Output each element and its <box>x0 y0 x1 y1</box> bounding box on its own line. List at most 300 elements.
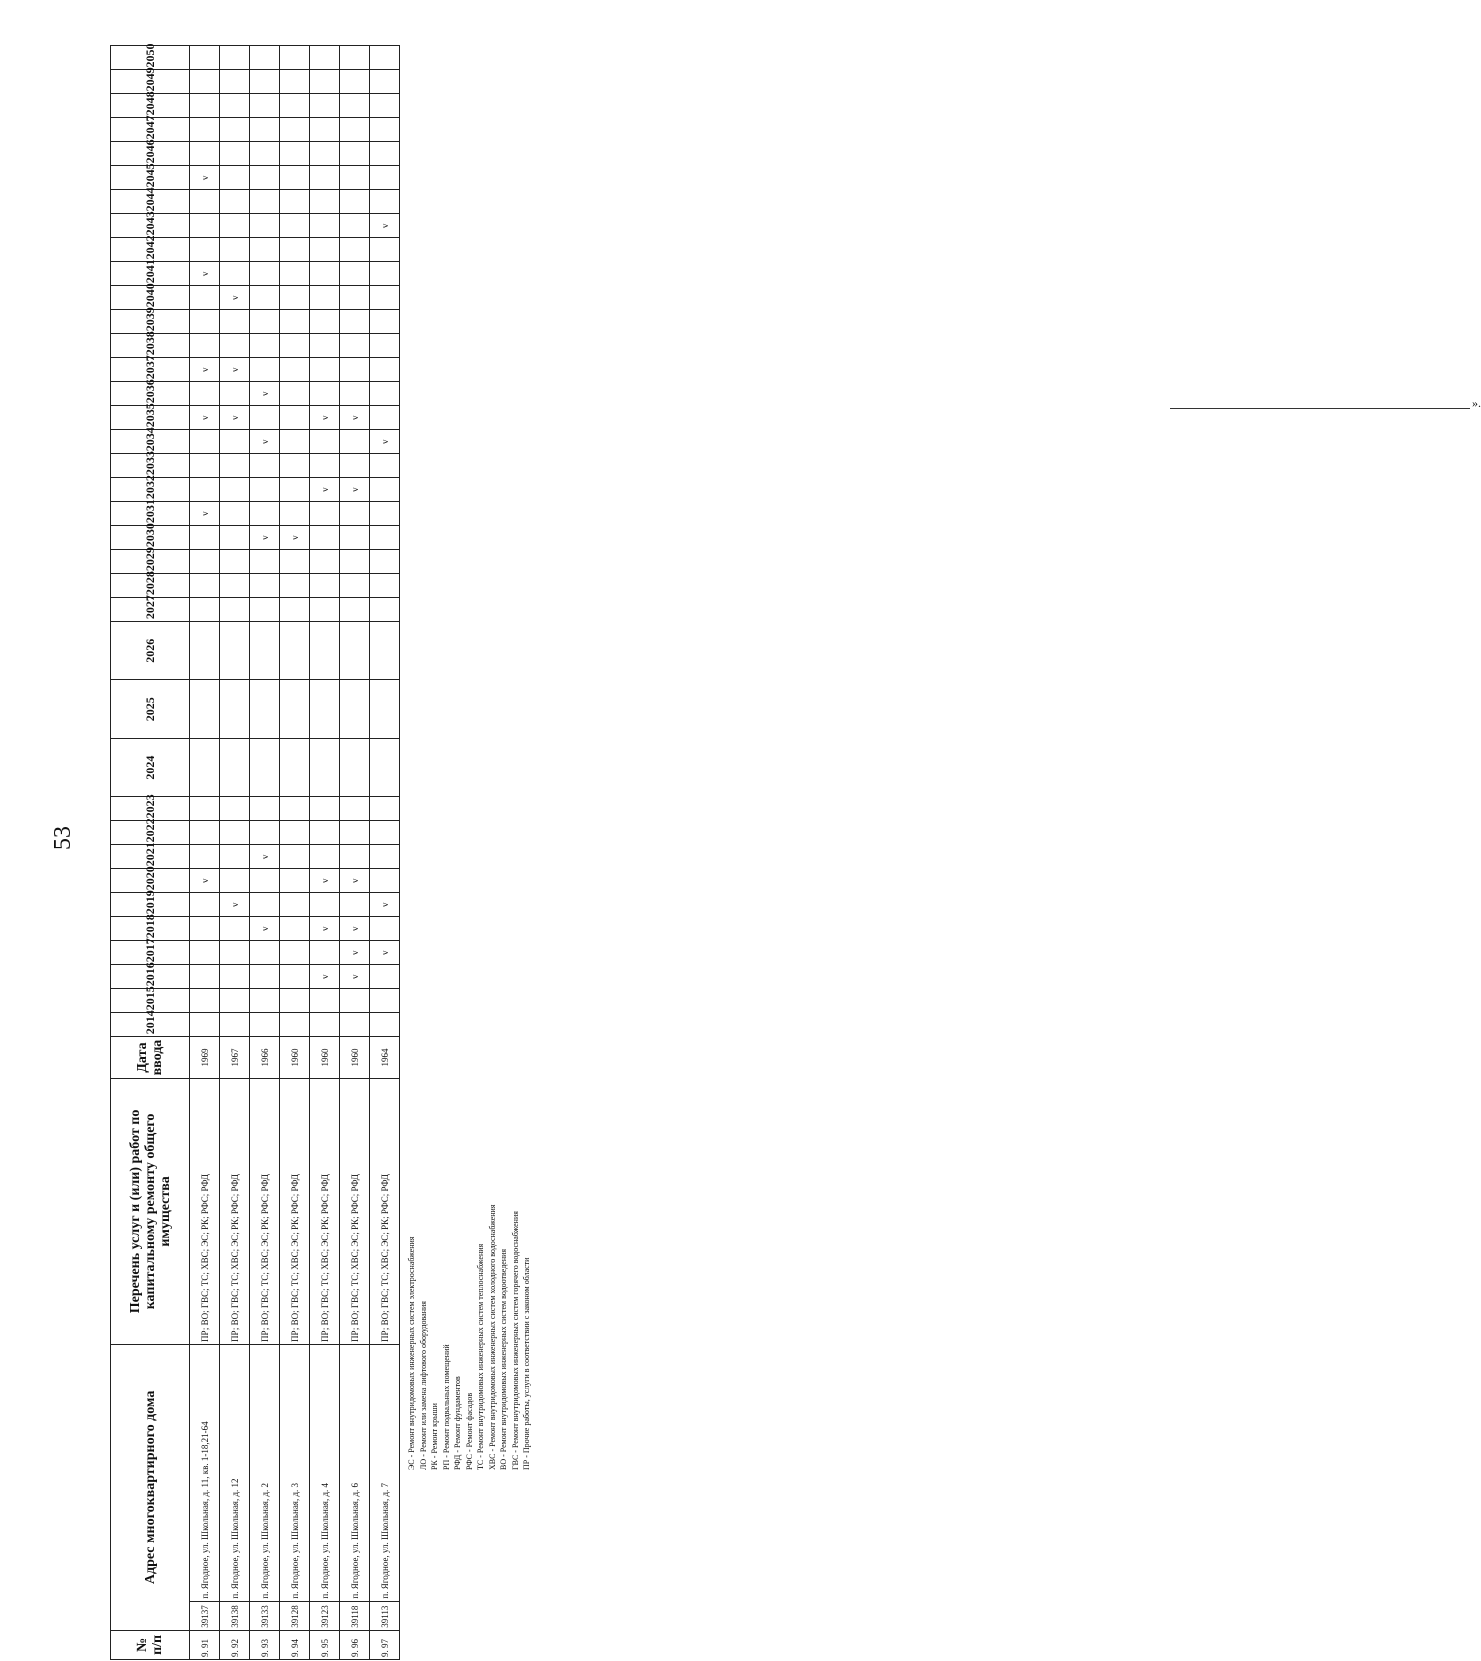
schedule-cell <box>250 46 280 70</box>
schedule-cell <box>310 989 340 1013</box>
schedule-cell <box>370 622 400 680</box>
schedule-cell <box>250 334 280 358</box>
schedule-cell <box>190 680 220 738</box>
schedule-cell <box>190 118 220 142</box>
schedule-cell <box>250 70 280 94</box>
schedule-cell <box>280 238 310 262</box>
house-address: п. Ягодное, ул. Школьная, д. 4 <box>310 1344 340 1601</box>
check-mark-icon: v <box>370 941 400 965</box>
schedule-cell <box>340 166 370 190</box>
schedule-cell <box>340 622 370 680</box>
schedule-cell <box>370 142 400 166</box>
schedule-table <box>110 45 400 1660</box>
schedule-cell <box>310 454 340 478</box>
check-mark-icon: v <box>250 917 280 941</box>
schedule-cell <box>220 502 250 526</box>
schedule-cell <box>220 821 250 845</box>
schedule-cell <box>220 989 250 1013</box>
schedule-cell <box>190 190 220 214</box>
check-mark-icon: v <box>190 502 220 526</box>
schedule-cell <box>190 478 220 502</box>
schedule-cell <box>280 989 310 1013</box>
schedule-cell <box>190 70 220 94</box>
schedule-cell <box>280 190 310 214</box>
schedule-cell <box>280 358 310 382</box>
works-list: ПР; ВО; ГВС; ТС; ХВС; ЭС; РК; РФС; РФД <box>310 1078 340 1344</box>
year-header: 2039 <box>111 310 190 334</box>
schedule-cell <box>340 310 370 334</box>
year-header: 2022 <box>111 821 190 845</box>
commission-year: 1960 <box>340 1037 370 1079</box>
check-mark-icon: v <box>250 845 280 869</box>
schedule-cell <box>220 797 250 821</box>
schedule-cell <box>370 406 400 430</box>
schedule-cell <box>220 166 250 190</box>
year-header: 2040 <box>111 286 190 310</box>
schedule-cell <box>280 1013 310 1037</box>
schedule-cell <box>340 238 370 262</box>
schedule-cell <box>220 70 250 94</box>
year-header: 2024 <box>111 738 190 796</box>
year-header: 2016 <box>111 965 190 989</box>
schedule-cell <box>340 70 370 94</box>
check-mark-icon: v <box>310 478 340 502</box>
schedule-cell <box>310 574 340 598</box>
schedule-cell <box>220 334 250 358</box>
schedule-cell <box>340 358 370 382</box>
schedule-cell <box>250 1013 280 1037</box>
header-num: № п/п <box>111 1630 190 1659</box>
schedule-cell <box>310 142 340 166</box>
schedule-cell <box>190 989 220 1013</box>
house-address: п. Ягодное, ул. Школьная, д. 12 <box>220 1344 250 1601</box>
table-row <box>250 46 280 1660</box>
schedule-cell <box>280 286 310 310</box>
schedule-cell <box>340 526 370 550</box>
schedule-cell <box>220 46 250 70</box>
legend-item: ХВС - Ремонт внутридомовых инженерных систем холодного водоснабжения <box>487 1204 497 1470</box>
schedule-cell <box>250 118 280 142</box>
schedule-cell <box>220 454 250 478</box>
row-number: 9. 91 <box>190 1630 220 1659</box>
schedule-cell <box>370 821 400 845</box>
schedule-cell <box>370 94 400 118</box>
schedule-cell <box>250 598 280 622</box>
schedule-cell <box>250 797 280 821</box>
house-address: п. Ягодное, ул. Школьная, д. 6 <box>340 1344 370 1601</box>
schedule-cell <box>370 526 400 550</box>
schedule-cell <box>220 917 250 941</box>
schedule-cell <box>280 94 310 118</box>
schedule-cell <box>340 893 370 917</box>
schedule-cell <box>310 622 340 680</box>
schedule-cell <box>370 797 400 821</box>
table-row <box>190 46 220 1660</box>
schedule-cell <box>310 502 340 526</box>
legend-item: ТС - Ремонт внутридомовых инженерных систем теплоснабжения <box>476 1243 485 1470</box>
schedule-cell <box>220 430 250 454</box>
schedule-cell <box>250 550 280 574</box>
schedule-cell <box>370 262 400 286</box>
row-number: 9. 93 <box>250 1630 280 1659</box>
schedule-cell <box>190 550 220 574</box>
schedule-cell <box>370 965 400 989</box>
schedule-cell <box>190 893 220 917</box>
year-header: 2030 <box>111 526 190 550</box>
schedule-cell <box>280 118 310 142</box>
schedule-cell <box>220 310 250 334</box>
schedule-cell <box>220 550 250 574</box>
year-header: 2032 <box>111 478 190 502</box>
schedule-cell <box>340 574 370 598</box>
schedule-cell <box>250 358 280 382</box>
schedule-cell <box>340 214 370 238</box>
schedule-cell <box>280 406 310 430</box>
schedule-cell <box>310 70 340 94</box>
schedule-cell <box>250 214 280 238</box>
schedule-cell <box>220 738 250 796</box>
year-header: 2021 <box>111 845 190 869</box>
schedule-cell <box>190 142 220 166</box>
schedule-cell <box>280 454 310 478</box>
schedule-cell <box>280 738 310 796</box>
schedule-cell <box>340 142 370 166</box>
closing-mark <box>1170 396 1480 416</box>
schedule-cell <box>220 574 250 598</box>
schedule-cell <box>190 598 220 622</box>
house-address: п. Ягодное, ул. Школьная, д. 2 <box>250 1344 280 1601</box>
check-mark-icon: v <box>190 358 220 382</box>
year-header: 2020 <box>111 869 190 893</box>
year-header: 2026 <box>111 622 190 680</box>
year-header: 2047 <box>111 118 190 142</box>
check-mark-icon: v <box>310 965 340 989</box>
schedule-cell <box>190 286 220 310</box>
house-address: п. Ягодное, ул. Школьная, д. 11, кв. 1-18,21-64 <box>190 1344 220 1601</box>
schedule-cell <box>190 821 220 845</box>
schedule-cell <box>310 94 340 118</box>
year-header: 2043 <box>111 214 190 238</box>
row-number: 9. 96 <box>340 1630 370 1659</box>
row-number: 9. 92 <box>220 1630 250 1659</box>
table-row <box>310 46 340 1660</box>
header-date: Дата ввода <box>111 1037 190 1079</box>
schedule-cell <box>280 622 310 680</box>
schedule-cell <box>190 526 220 550</box>
commission-year: 1966 <box>250 1037 280 1079</box>
schedule-cell <box>190 382 220 406</box>
house-code: 39118 <box>340 1601 370 1630</box>
schedule-cell <box>310 893 340 917</box>
schedule-cell <box>250 166 280 190</box>
year-header: 2019 <box>111 893 190 917</box>
schedule-cell <box>370 574 400 598</box>
schedule-cell <box>370 190 400 214</box>
schedule-cell <box>280 478 310 502</box>
schedule-cell <box>190 238 220 262</box>
commission-year: 1960 <box>280 1037 310 1079</box>
house-code: 39138 <box>220 1601 250 1630</box>
schedule-cell <box>220 1013 250 1037</box>
year-header: 2035 <box>111 406 190 430</box>
schedule-cell <box>250 286 280 310</box>
schedule-cell <box>310 430 340 454</box>
schedule-cell <box>250 94 280 118</box>
check-mark-icon: v <box>370 430 400 454</box>
schedule-cell <box>220 622 250 680</box>
check-mark-icon: v <box>220 286 250 310</box>
check-mark-icon: v <box>250 382 280 406</box>
year-header: 2027 <box>111 598 190 622</box>
year-header: 2037 <box>111 358 190 382</box>
closing-rule <box>1170 408 1470 409</box>
schedule-cell <box>340 797 370 821</box>
schedule-cell <box>310 845 340 869</box>
house-address: п. Ягодное, ул. Школьная, д. 7 <box>370 1344 400 1601</box>
schedule-cell <box>340 738 370 796</box>
schedule-cell <box>370 1013 400 1037</box>
year-header: 2017 <box>111 941 190 965</box>
legend-item: РК - Ремонт крыши <box>430 1403 439 1470</box>
schedule-cell <box>340 94 370 118</box>
schedule-cell <box>340 989 370 1013</box>
schedule-cell <box>370 869 400 893</box>
schedule-cell <box>310 262 340 286</box>
schedule-cell <box>220 598 250 622</box>
schedule-cell <box>220 142 250 166</box>
year-header: 2033 <box>111 454 190 478</box>
legend-item: ЛО - Ремонт или замена лифтового оборудования <box>418 1301 428 1470</box>
schedule-cell <box>340 286 370 310</box>
year-header: 2038 <box>111 334 190 358</box>
schedule-cell <box>220 94 250 118</box>
schedule-cell <box>370 334 400 358</box>
schedule-cell <box>190 941 220 965</box>
schedule-cell <box>370 286 400 310</box>
schedule-cell <box>280 334 310 358</box>
table-row <box>370 46 400 1660</box>
year-header: 2046 <box>111 142 190 166</box>
schedule-cell <box>250 680 280 738</box>
check-mark-icon: v <box>190 262 220 286</box>
schedule-cell <box>250 738 280 796</box>
schedule-cell <box>310 310 340 334</box>
schedule-cell <box>220 965 250 989</box>
schedule-cell <box>190 738 220 796</box>
year-header: 2023 <box>111 797 190 821</box>
year-header: 2049 <box>111 70 190 94</box>
schedule-cell <box>280 502 310 526</box>
schedule-cell <box>190 797 220 821</box>
schedule-cell <box>280 310 310 334</box>
check-mark-icon: v <box>190 869 220 893</box>
schedule-cell <box>310 821 340 845</box>
schedule-cell <box>370 917 400 941</box>
year-header: 2028 <box>111 574 190 598</box>
works-list: ПР; ВО; ГВС; ТС; ХВС; ЭС; РК; РФС; РФД <box>250 1078 280 1344</box>
schedule-cell <box>370 598 400 622</box>
schedule-cell <box>220 478 250 502</box>
year-header: 2014 <box>111 1013 190 1037</box>
check-mark-icon: v <box>340 406 370 430</box>
check-mark-icon: v <box>190 166 220 190</box>
schedule-cell <box>220 680 250 738</box>
schedule-cell <box>310 598 340 622</box>
schedule-cell <box>190 845 220 869</box>
schedule-cell <box>340 598 370 622</box>
schedule-cell <box>370 502 400 526</box>
schedule-cell <box>220 382 250 406</box>
schedule-cell <box>340 334 370 358</box>
check-mark-icon: v <box>250 430 280 454</box>
schedule-cell <box>370 118 400 142</box>
schedule-cell <box>340 190 370 214</box>
schedule-cell <box>310 941 340 965</box>
schedule-cell <box>370 46 400 70</box>
schedule-cell <box>310 358 340 382</box>
schedule-cell <box>310 738 340 796</box>
row-number: 9. 95 <box>310 1630 340 1659</box>
schedule-cell <box>310 680 340 738</box>
schedule-cell <box>250 965 280 989</box>
legend-item: РП - Ремонт подвальных помещений <box>441 1344 451 1470</box>
schedule-cell <box>340 502 370 526</box>
schedule-cell <box>310 334 340 358</box>
schedule-cell <box>340 845 370 869</box>
schedule-cell <box>280 382 310 406</box>
legend-item: ЭС - Ремонт внутридомовых инженерных систем электроснабжения <box>407 1236 416 1470</box>
schedule-cell <box>250 190 280 214</box>
schedule-cell <box>250 478 280 502</box>
house-code: 39128 <box>280 1601 310 1630</box>
schedule-cell <box>280 598 310 622</box>
year-header: 2044 <box>111 190 190 214</box>
schedule-cell <box>220 845 250 869</box>
schedule-cell <box>280 845 310 869</box>
schedule-cell <box>280 821 310 845</box>
schedule-cell <box>370 550 400 574</box>
schedule-cell <box>190 917 220 941</box>
schedule-cell <box>250 622 280 680</box>
schedule-cell <box>280 70 310 94</box>
schedule-cell <box>370 989 400 1013</box>
schedule-cell <box>340 680 370 738</box>
schedule-cell <box>250 406 280 430</box>
schedule-cell <box>370 478 400 502</box>
schedule-cell <box>280 430 310 454</box>
schedule-cell <box>370 166 400 190</box>
schedule-cell <box>190 574 220 598</box>
schedule-cell <box>310 1013 340 1037</box>
year-header: 2015 <box>111 989 190 1013</box>
house-code: 39133 <box>250 1601 280 1630</box>
check-mark-icon: v <box>370 893 400 917</box>
check-mark-icon: v <box>190 406 220 430</box>
schedule-cell <box>190 622 220 680</box>
legend-item: РФД - Ремонт фундаментов <box>453 1376 462 1470</box>
check-mark-icon: v <box>310 406 340 430</box>
schedule-cell <box>310 286 340 310</box>
schedule-cell <box>250 262 280 286</box>
schedule-cell <box>220 869 250 893</box>
legend-item: ПР - Прочие работы, услуги в соответствии с законом области <box>522 1257 531 1470</box>
schedule-cell <box>340 262 370 286</box>
check-mark-icon: v <box>340 917 370 941</box>
schedule-cell <box>190 454 220 478</box>
schedule-cell <box>310 166 340 190</box>
schedule-cell <box>220 118 250 142</box>
check-mark-icon: v <box>340 965 370 989</box>
schedule-cell <box>370 738 400 796</box>
schedule-cell <box>190 214 220 238</box>
check-mark-icon: v <box>310 869 340 893</box>
schedule-cell <box>310 550 340 574</box>
schedule-cell <box>250 454 280 478</box>
schedule-cell <box>280 797 310 821</box>
schedule-cell <box>190 46 220 70</box>
check-mark-icon: v <box>220 893 250 917</box>
schedule-cell <box>340 1013 370 1037</box>
schedule-cell <box>250 989 280 1013</box>
schedule-cell <box>340 454 370 478</box>
check-mark-icon: v <box>370 214 400 238</box>
works-list: ПР; ВО; ГВС; ТС; ХВС; ЭС; РК; РФС; РФД <box>340 1078 370 1344</box>
house-code: 39113 <box>370 1601 400 1630</box>
schedule-cell <box>370 70 400 94</box>
check-mark-icon: v <box>280 526 310 550</box>
header-works: Перечень услуг и (или) работ по капитальному ремонту общего имущества <box>111 1078 190 1344</box>
schedule-cell <box>280 941 310 965</box>
header-address: Адрес многоквартирного дома <box>111 1344 190 1630</box>
schedule-cell <box>370 238 400 262</box>
schedule-cell <box>340 550 370 574</box>
schedule-cell <box>280 142 310 166</box>
schedule-cell <box>250 310 280 334</box>
year-header: 2025 <box>111 680 190 738</box>
schedule-cell <box>250 574 280 598</box>
schedule-cell <box>250 502 280 526</box>
check-mark-icon: v <box>340 941 370 965</box>
check-mark-icon: v <box>220 406 250 430</box>
schedule-cell <box>190 94 220 118</box>
schedule-cell <box>190 334 220 358</box>
schedule-cell <box>220 526 250 550</box>
schedule-cell <box>310 214 340 238</box>
year-header: 2018 <box>111 917 190 941</box>
table-row <box>220 46 250 1660</box>
schedule-cell <box>340 382 370 406</box>
legend-item: ГВС - Ремонт внутридомовых инженерных систем горячего водоснабжения <box>510 1211 520 1470</box>
row-number: 9. 97 <box>370 1630 400 1659</box>
schedule-cell <box>220 262 250 286</box>
year-header: 2050 <box>111 46 190 70</box>
schedule-cell <box>310 797 340 821</box>
schedule-cell <box>280 917 310 941</box>
schedule-cell <box>340 46 370 70</box>
schedule-cell <box>220 214 250 238</box>
schedule-cell <box>280 680 310 738</box>
year-header: 2036 <box>111 382 190 406</box>
year-header: 2048 <box>111 94 190 118</box>
schedule-cell <box>370 358 400 382</box>
commission-year: 1967 <box>220 1037 250 1079</box>
schedule-cell <box>280 46 310 70</box>
schedule-cell <box>220 941 250 965</box>
row-number: 9. 94 <box>280 1630 310 1659</box>
schedule-cell <box>340 821 370 845</box>
schedule-cell <box>310 46 340 70</box>
year-header: 2029 <box>111 550 190 574</box>
